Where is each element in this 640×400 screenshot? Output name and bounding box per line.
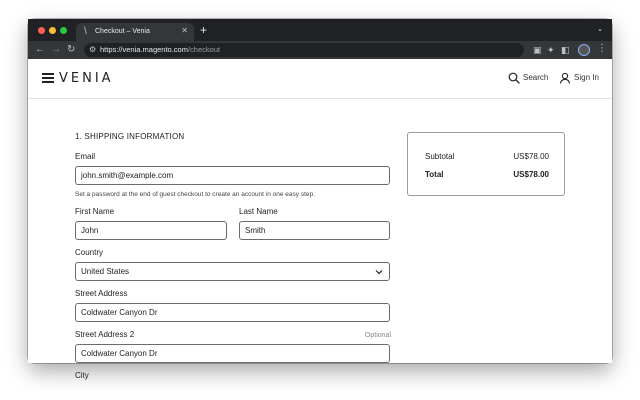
tab-favicon-icon: \ xyxy=(84,26,87,37)
venia-logo[interactable]: VENIA xyxy=(59,71,114,86)
side-panel-icon[interactable]: ◧ xyxy=(561,45,570,55)
subtotal-value: US$78.00 xyxy=(513,152,549,161)
tab-title: Checkout – Venia xyxy=(95,28,150,35)
total-row xyxy=(425,170,549,180)
street-address-2-label: Street Address 2 xyxy=(75,330,135,339)
checkout-page xyxy=(28,59,612,380)
sign-in-label: Sign In xyxy=(574,73,599,82)
url-path: /checkout xyxy=(187,45,221,54)
reload-icon[interactable]: ↻ xyxy=(67,44,76,55)
address-bar[interactable] xyxy=(84,43,524,57)
street-address-input[interactable]: Coldwater Canyon Dr xyxy=(75,303,390,322)
url-base: https://venia.magento.com xyxy=(100,45,188,54)
country-selected-value: United States xyxy=(81,267,130,276)
street-address-2-input[interactable]: Coldwater Canyon Dr xyxy=(75,344,390,363)
last-name-input[interactable]: Smith xyxy=(239,221,390,240)
close-window-button[interactable] xyxy=(38,27,45,34)
first-name-input[interactable]: John xyxy=(75,221,227,240)
sign-in-button[interactable] xyxy=(559,72,599,84)
order-summary xyxy=(407,132,565,196)
email-label: Email xyxy=(75,152,96,161)
city-label: City xyxy=(75,371,89,380)
optional-label: Optional xyxy=(364,332,391,339)
hamburger-menu-icon[interactable] xyxy=(42,73,54,83)
profile-avatar[interactable] xyxy=(578,44,590,56)
forward-arrow-icon[interactable]: → xyxy=(51,44,61,55)
tab-strip xyxy=(28,19,612,41)
total-value: US$78.00 xyxy=(513,170,549,179)
total-label: Total xyxy=(425,170,444,179)
subtotal-label: Subtotal xyxy=(425,152,455,161)
kebab-menu-icon[interactable]: ⋮ xyxy=(597,43,607,54)
zoom-window-button[interactable] xyxy=(60,27,67,34)
back-arrow-icon[interactable]: ← xyxy=(35,44,45,55)
country-select[interactable] xyxy=(75,262,390,281)
email-input[interactable]: john.smith@example.com xyxy=(75,166,390,185)
chevron-down-icon xyxy=(375,268,383,276)
shipping-section-title: 1. SHIPPING INFORMATION xyxy=(75,132,185,141)
site-header xyxy=(28,59,612,99)
search-label: Search xyxy=(523,73,549,82)
street-address-label: Street Address xyxy=(75,289,128,298)
last-name-label: Last Name xyxy=(239,207,278,216)
site-info-icon[interactable]: ⚙ xyxy=(89,45,97,54)
tab-checkout[interactable] xyxy=(76,23,194,41)
search-button[interactable] xyxy=(508,72,548,84)
user-icon xyxy=(559,72,571,84)
first-name-label: First Name xyxy=(75,207,115,216)
url-text xyxy=(100,45,220,55)
close-tab-icon[interactable]: ✕ xyxy=(181,26,188,35)
browser-window xyxy=(28,19,612,380)
puzzle-extension-icon[interactable]: ✦ xyxy=(547,45,555,55)
new-tab-button[interactable]: + xyxy=(200,23,208,37)
country-label: Country xyxy=(75,248,104,257)
minimize-window-button[interactable] xyxy=(49,27,56,34)
tab-search-icon[interactable]: ⌄ xyxy=(597,26,603,33)
email-hint: Set a password at the end of guest checkout to create an account in one easy step. xyxy=(75,191,315,198)
subtotal-row xyxy=(425,152,549,162)
image-extension-icon[interactable]: ▣ xyxy=(533,45,542,55)
browser-toolbar xyxy=(28,41,612,59)
search-icon xyxy=(508,72,520,84)
